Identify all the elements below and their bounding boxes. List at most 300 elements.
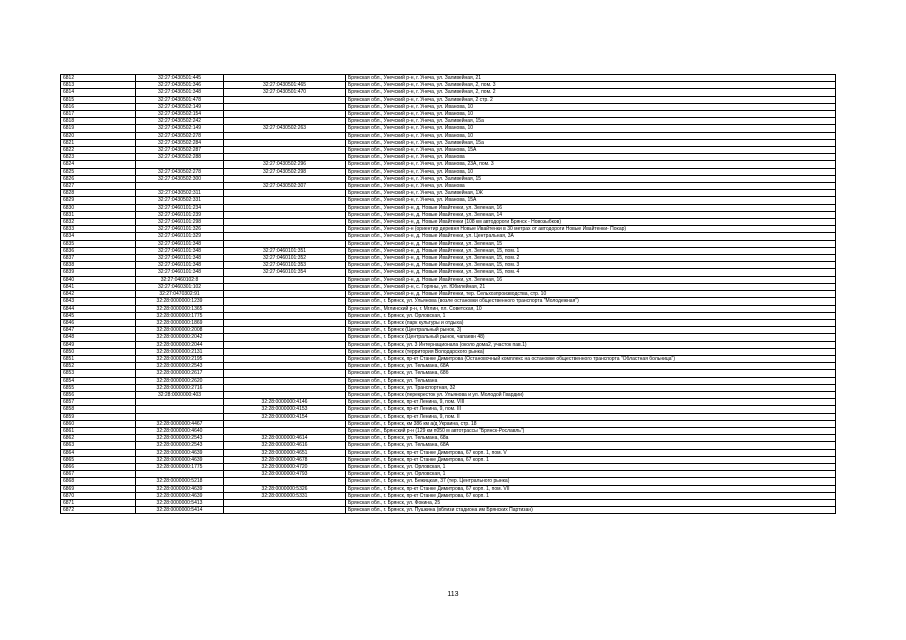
row-number: 6825 — [61, 168, 136, 175]
row-number: 6829 — [61, 197, 136, 204]
row-number: 6852 — [61, 363, 136, 370]
row-number: 6812 — [61, 75, 136, 82]
table-row — [61, 219, 836, 226]
table-row — [61, 276, 836, 283]
table-row — [61, 269, 836, 276]
sub-cadastral-number: 32:27:0430501:470 — [224, 89, 346, 96]
cadastral-number: 32:27:0460101:348 — [136, 247, 224, 254]
sub-cadastral-number: 32:27:0430502:296 — [224, 161, 346, 168]
cadastral-number: 32:28:0000000:2008 — [136, 327, 224, 334]
table-row — [61, 391, 836, 398]
address: Брянская обл., Брянский р-н (129 км п050 м автотрассы "Брянск-Рославль") — [346, 427, 836, 434]
row-number: 6858 — [61, 406, 136, 413]
sub-cadastral-number — [224, 233, 346, 240]
cadastral-number: 32:27:0430502:154 — [136, 111, 224, 118]
cadastral-number: 32:27:0460101:348 — [136, 240, 224, 247]
table-row — [61, 507, 836, 514]
row-number: 6856 — [61, 391, 136, 398]
table-row — [61, 348, 836, 355]
cadastral-number: 32:27:0430502:287 — [136, 147, 224, 154]
address: Брянская обл., Унечский р-н, г. Унеча, ул. Иванова, 10 — [346, 168, 836, 175]
address: Брянская обл., Унечский р-н, с. Горяны, ул. Юбилейная, 21 — [346, 283, 836, 290]
sub-cadastral-number: 32:28:0000000:4616 — [224, 442, 346, 449]
address: Брянская обл., г. Брянск, ул. Орловская, 1 — [346, 471, 836, 478]
table-row — [61, 190, 836, 197]
address: Брянская обл., г. Брянск, ул. Орловская, 1 — [346, 312, 836, 319]
table-row — [61, 89, 836, 96]
table-row — [61, 204, 836, 211]
table-row — [61, 355, 836, 362]
row-number: 6832 — [61, 219, 136, 226]
row-number: 6842 — [61, 291, 136, 298]
cadastral-number: 32:28:0000000:1239 — [136, 298, 224, 305]
cadastral-number: 32:28:0000000:2044 — [136, 341, 224, 348]
sub-cadastral-number: 32:28:0000000:4614 — [224, 435, 346, 442]
cadastral-number: 32:27:0430501:445 — [136, 75, 224, 82]
row-number: 6846 — [61, 319, 136, 326]
sub-cadastral-number: 32:27:0430502:298 — [224, 168, 346, 175]
row-number: 6871 — [61, 499, 136, 506]
row-number: 6828 — [61, 190, 136, 197]
cadastral-number: 32:27:0430502:288 — [136, 154, 224, 161]
sub-cadastral-number — [224, 312, 346, 319]
address: Брянская обл., г. Брянск, ул. Орловская, 1 — [346, 463, 836, 470]
cadastral-number: 32:27:0430501:478 — [136, 96, 224, 103]
table-row — [61, 139, 836, 146]
cadastral-number — [136, 183, 224, 190]
address: Брянская обл., г. Брянск, пр-кт Ленина, 9, пом. VIII — [346, 399, 836, 406]
row-number: 6821 — [61, 139, 136, 146]
sub-cadastral-number — [224, 319, 346, 326]
address: Брянская обл., г. Брянск (Центральный рынок, чапаевн 48) — [346, 334, 836, 341]
row-number: 6826 — [61, 175, 136, 182]
table-row — [61, 132, 836, 139]
cadastral-number: 32:28:0000000:1365 — [136, 305, 224, 312]
sub-cadastral-number — [224, 341, 346, 348]
sub-cadastral-number — [224, 154, 346, 161]
cadastral-number: 32:28:0000000:5413 — [136, 499, 224, 506]
row-number: 6838 — [61, 262, 136, 269]
row-number: 6836 — [61, 247, 136, 254]
address: Брянская обл., г. Брянск (территория Володарского рынка) — [346, 348, 836, 355]
sub-cadastral-number — [224, 499, 346, 506]
address: Брянская обл., Унечский р-н, г. Унеча, ул. Иванова, 10 — [346, 111, 836, 118]
sub-cadastral-number — [224, 348, 346, 355]
sub-cadastral-number — [224, 96, 346, 103]
address: Брянская обл., Унечский р-н (ориентир деревня Новые Ивайтенки в 30 метрах от автодороги Новые Ивайтенки- Покар) — [346, 226, 836, 233]
address: Брянская обл., г. Брянск, ул. Тельмана, 68А — [346, 363, 836, 370]
table-row — [61, 427, 836, 434]
row-number: 6840 — [61, 276, 136, 283]
row-number: 6837 — [61, 255, 136, 262]
cadastral-number: 32:28:0000000:5218 — [136, 478, 224, 485]
address: Брянская обл., Мглинский р-н, г. Мглин, пл. Советская, 10 — [346, 305, 836, 312]
sub-cadastral-number — [224, 298, 346, 305]
row-number: 6850 — [61, 348, 136, 355]
sub-cadastral-number: 32:28:0000000:4153 — [224, 406, 346, 413]
sub-cadastral-number — [224, 427, 346, 434]
address: Брянская обл., г. Брянск, пр-кт Станке Димитрова (Остановочный комплекс на остановке общественного транспорта "Областная больница") — [346, 355, 836, 362]
sub-cadastral-number — [224, 219, 346, 226]
row-number: 6844 — [61, 305, 136, 312]
sub-cadastral-number: 32:28:0000000:5326 — [224, 485, 346, 492]
row-number: 6857 — [61, 399, 136, 406]
address: Брянская обл., Унечский р-н, г. Унеча, ул. Заливейная, 2, пом. 3 — [346, 82, 836, 89]
cadastral-number: 32:27:0460101:234 — [136, 204, 224, 211]
page-number: 113 — [447, 591, 459, 598]
sub-cadastral-number: 32:27:0430502:307 — [224, 183, 346, 190]
table-row — [61, 377, 836, 384]
address: Брянская обл., Унечский р-н, г. Унеча, ул. Иванова — [346, 183, 836, 190]
cadastral-number: 32:28:0000000:2195 — [136, 355, 224, 362]
address: Брянская обл., г. Брянск, ул. Тельмана — [346, 377, 836, 384]
sub-cadastral-number: 32:28:0000000:4720 — [224, 463, 346, 470]
row-number: 6845 — [61, 312, 136, 319]
cadastral-number: 32:28:0000000:2617 — [136, 370, 224, 377]
table-row — [61, 161, 836, 168]
table-row — [61, 406, 836, 413]
row-number: 6833 — [61, 226, 136, 233]
row-number: 6817 — [61, 111, 136, 118]
sub-cadastral-number — [224, 291, 346, 298]
row-number: 6815 — [61, 96, 136, 103]
sub-cadastral-number — [224, 420, 346, 427]
cadastral-number: 32:27:0460102:8 — [136, 276, 224, 283]
cadastral-number: 32:28:0000000:2042 — [136, 334, 224, 341]
address: Брянская обл., г. Брянск, пр-кт Ленина, 9, пом. III — [346, 406, 836, 413]
cadastral-number — [136, 399, 224, 406]
cadastral-number: 32:27:0430501:346 — [136, 82, 224, 89]
address: Брянская обл., г. Брянск, ул. Тельмана, 68б — [346, 370, 836, 377]
cadastral-number: 32:27:0430502:149 — [136, 125, 224, 132]
row-number: 6862 — [61, 435, 136, 442]
table-row — [61, 413, 836, 420]
table-row — [61, 341, 836, 348]
row-number: 6831 — [61, 211, 136, 218]
cadastral-number: 32:27:0460101:329 — [136, 233, 224, 240]
row-number: 6847 — [61, 327, 136, 334]
address: Брянская обл., г. Брянск (парк культуры и отдыха) — [346, 319, 836, 326]
row-number: 6860 — [61, 420, 136, 427]
table-row — [61, 283, 836, 290]
table-row — [61, 175, 836, 182]
row-number: 6819 — [61, 125, 136, 132]
sub-cadastral-number — [224, 276, 346, 283]
address: Брянская обл., г. Брянск, ул. 3 Интернационала (около дома2, участок пав.1) — [346, 341, 836, 348]
row-number: 6872 — [61, 507, 136, 514]
cadastral-number — [136, 413, 224, 420]
table-row — [61, 456, 836, 463]
address: Брянская обл., Унечский р-н, д. Новые Ивайтенки, ул. Зеленая, 15, пом. 4 — [346, 269, 836, 276]
cadastral-number — [136, 406, 224, 413]
address: Брянская обл., г. Брянск, ул. Тельмана, 68А — [346, 442, 836, 449]
address: Брянская обл., г. Брянск, ул. Тельмана, 68а — [346, 435, 836, 442]
table-row — [61, 197, 836, 204]
sub-cadastral-number — [224, 139, 346, 146]
address: Брянская обл., Унечский р-н, г. Унеча, ул. Заливейная, 15а — [346, 118, 836, 125]
table-row — [61, 478, 836, 485]
sub-cadastral-number — [224, 111, 346, 118]
address: Брянская обл., Унечский р-н, д. Новые Ивайтенки, ул. Зеленая, 15 — [346, 240, 836, 247]
table-row — [61, 262, 836, 269]
address: Брянская обл., г. Брянск, пр-кт Станке Димитрова, 67 корп. 1, пом. V — [346, 449, 836, 456]
cadastral-number: 32:27:0430502:331 — [136, 197, 224, 204]
cadastral-number: 32:27:0460101:298 — [136, 219, 224, 226]
row-number: 6866 — [61, 463, 136, 470]
row-number: 6835 — [61, 240, 136, 247]
table-row — [61, 247, 836, 254]
table-row — [61, 442, 836, 449]
cadastral-number: 32:27:0470302:91 — [136, 291, 224, 298]
row-number: 6830 — [61, 204, 136, 211]
cadastral-number: 32:27:0460101:239 — [136, 211, 224, 218]
cadastral-number: 32:28:0000000:2620 — [136, 377, 224, 384]
sub-cadastral-number — [224, 478, 346, 485]
table-row — [61, 82, 836, 89]
table-row — [61, 492, 836, 499]
cadastral-number: 32:27:0430502:278 — [136, 132, 224, 139]
table-row — [61, 370, 836, 377]
row-number: 6848 — [61, 334, 136, 341]
sub-cadastral-number: 32:27:0460101:352 — [224, 255, 346, 262]
sub-cadastral-number — [224, 384, 346, 391]
cadastral-number: 32:28:0000000:2131 — [136, 348, 224, 355]
cadastral-number: 32:27:0430502:284 — [136, 139, 224, 146]
cadastral-number: 32:28:0000000:403 — [136, 391, 224, 398]
sub-cadastral-number — [224, 211, 346, 218]
sub-cadastral-number — [224, 305, 346, 312]
sub-cadastral-number — [224, 197, 346, 204]
sub-cadastral-number — [224, 391, 346, 398]
table-row — [61, 255, 836, 262]
address: Брянская обл., г. Брянск (перекресток ул. Ульянова и ул. Молодой Гвардии) — [346, 391, 836, 398]
sub-cadastral-number: 32:28:0000000:4678 — [224, 456, 346, 463]
row-number: 6868 — [61, 478, 136, 485]
sub-cadastral-number: 32:27:0460101:353 — [224, 262, 346, 269]
table-row — [61, 449, 836, 456]
table-body — [61, 75, 836, 514]
address: Брянская обл., Унечский р-н, г. Унеча, ул. Иванова, 10 — [346, 125, 836, 132]
row-number: 6839 — [61, 269, 136, 276]
row-number: 6818 — [61, 118, 136, 125]
address: Брянская обл., Унечский р-н, г. Унеча, ул. Заливейная, 2, пом. 2 — [346, 89, 836, 96]
address: Брянская обл., Унечский р-н, г. Унеча, ул. Заливейная, 2 стр. 2 — [346, 96, 836, 103]
row-number: 6827 — [61, 183, 136, 190]
table-row — [61, 499, 836, 506]
row-number: 6814 — [61, 89, 136, 96]
address: Брянская обл., Унечский р-н, г. Унеча, ул. Иванова, 15А — [346, 147, 836, 154]
row-number: 6864 — [61, 449, 136, 456]
row-number: 6823 — [61, 154, 136, 161]
address: Брянская обл., Унечский р-н, г. Унеча, ул. Заливейная, 21 — [346, 75, 836, 82]
address: Брянская обл., Унечский р-н, г. Унеча, ул. Иванова, 10 — [346, 132, 836, 139]
sub-cadastral-number — [224, 226, 346, 233]
registry-table — [60, 74, 836, 514]
sub-cadastral-number: 32:28:0000000:4154 — [224, 413, 346, 420]
cadastral-number: 32:27:0430502:278 — [136, 168, 224, 175]
table-row — [61, 211, 836, 218]
address: Брянская обл., Унечский р-н, д. Новые Ивайтенки, ул. Зеленая, 15, пом. 1 — [346, 247, 836, 254]
table-row — [61, 312, 836, 319]
row-number: 6843 — [61, 298, 136, 305]
table-row — [61, 111, 836, 118]
row-number: 6824 — [61, 161, 136, 168]
cadastral-number: 32:28:0000000:1775 — [136, 463, 224, 470]
sub-cadastral-number — [224, 283, 346, 290]
sub-cadastral-number — [224, 370, 346, 377]
table-row — [61, 75, 836, 82]
row-number: 6853 — [61, 370, 136, 377]
sub-cadastral-number: 32:28:0000000:5331 — [224, 492, 346, 499]
address: Брянская обл., г. Брянск, ул. Ульянова (возле остановки общественного транспорта "Молодежная") — [346, 298, 836, 305]
cadastral-number — [136, 471, 224, 478]
table-row — [61, 471, 836, 478]
sub-cadastral-number — [224, 190, 346, 197]
sub-cadastral-number: 32:27:0460101:351 — [224, 247, 346, 254]
address: Брянская обл., Унечский р-н, д. Новые Ивайтенки, ул. Центральная, 3А — [346, 233, 836, 240]
address: Брянская обл., Унечский р-н, г. Унеча, ул. Иванова — [346, 154, 836, 161]
cadastral-number: 32:28:0000000:2716 — [136, 384, 224, 391]
sub-cadastral-number: 32:28:0000000:4146 — [224, 399, 346, 406]
table-row — [61, 384, 836, 391]
table-row — [61, 147, 836, 154]
table-row — [61, 319, 836, 326]
address: Брянская обл., Унечский р-н, г. Унеча, ул. Заливейная, 15а — [346, 139, 836, 146]
cadastral-number: 32:27:0430502:149 — [136, 103, 224, 110]
cadastral-number: 32:27:0430502:300 — [136, 175, 224, 182]
row-number: 6867 — [61, 471, 136, 478]
row-number: 6869 — [61, 485, 136, 492]
address: Брянская обл., Унечский р-н, д. Новые Ивайтенки (108 км автодороги Брянск - Новозыбков) — [346, 219, 836, 226]
address: Брянская обл., Унечский р-н, д. Новые Ивайтенки, ул. Зеленая, 15, пом. 3 — [346, 262, 836, 269]
table-row — [61, 233, 836, 240]
cadastral-number: 32:28:0000000:1775 — [136, 312, 224, 319]
cadastral-number: 32:27:0460101:348 — [136, 269, 224, 276]
sub-cadastral-number — [224, 75, 346, 82]
sub-cadastral-number — [224, 377, 346, 384]
sub-cadastral-number — [224, 334, 346, 341]
table-row — [61, 226, 836, 233]
sub-cadastral-number — [224, 507, 346, 514]
row-number: 6841 — [61, 283, 136, 290]
table-row — [61, 118, 836, 125]
sub-cadastral-number — [224, 327, 346, 334]
sub-cadastral-number — [224, 363, 346, 370]
cadastral-number: 32:28:0000000:5414 — [136, 507, 224, 514]
cadastral-number: 32:28:0000000:2543 — [136, 363, 224, 370]
address: Брянская обл., Унечский р-н, г. Унеча, ул. Иванова, 10 — [346, 103, 836, 110]
address: Брянская обл., г. Брянск, пр-кт Станке Димитрова, 67 корп. 1, пом. VII — [346, 485, 836, 492]
row-number: 6870 — [61, 492, 136, 499]
address: Брянская обл., Унечский р-н, д. Новые Ивайтенки, ул. Зеленая, 16 — [346, 204, 836, 211]
row-number: 6816 — [61, 103, 136, 110]
sub-cadastral-number — [224, 118, 346, 125]
address: Брянская обл., Унечский р-н, д. Новые Ивайтенки, ул. Зеленая, 15, пом. 2 — [346, 255, 836, 262]
row-number: 6820 — [61, 132, 136, 139]
cadastral-number: 32:28:0000000:2543 — [136, 435, 224, 442]
cadastral-number: 32:28:0000000:4640 — [136, 427, 224, 434]
address: Брянская обл., Унечский р-н, д. Новые Ивайтенки, тер. Сельхозпроизводства, стр. 10 — [346, 291, 836, 298]
address: Брянская обл., г. Брянск, км 386 км а/д Украина, стр. 18 — [346, 420, 836, 427]
address: Брянская обл., г. Брянск, ул. Пушкина (вблизи стадиона им Брянских Партизан) — [346, 507, 836, 514]
table-row — [61, 305, 836, 312]
cadastral-number: 32:27:0430501:348 — [136, 89, 224, 96]
row-number: 6854 — [61, 377, 136, 384]
cadastral-number — [136, 161, 224, 168]
sub-cadastral-number: 32:27:0430501:465 — [224, 82, 346, 89]
table-row — [61, 363, 836, 370]
sub-cadastral-number: 32:28:0000000:4793 — [224, 471, 346, 478]
table-row — [61, 183, 836, 190]
table-row — [61, 298, 836, 305]
cadastral-number: 32:27:0460101:348 — [136, 255, 224, 262]
row-number: 6859 — [61, 413, 136, 420]
address: Брянская обл., Унечский р-н, г. Унеча, ул. Заливейная, 15 — [346, 175, 836, 182]
cadastral-number: 32:27:0430502:242 — [136, 118, 224, 125]
table-row — [61, 103, 836, 110]
cadastral-number: 32:28:0000000:4467 — [136, 420, 224, 427]
cadastral-number: 32:28:0000000:4639 — [136, 485, 224, 492]
sub-cadastral-number — [224, 204, 346, 211]
table-row — [61, 154, 836, 161]
sub-cadastral-number: 32:27:0430502:263 — [224, 125, 346, 132]
cadastral-number: 32:28:0000000:4639 — [136, 449, 224, 456]
address: Брянская обл., Унечский р-н, д. Новые Ивайтенки, ул. Зеленая, 16 — [346, 276, 836, 283]
address: Брянская обл., Унечский р-н, д. Новые Ивайтенки, ул. Зеленая, 14 — [346, 211, 836, 218]
sub-cadastral-number — [224, 103, 346, 110]
sub-cadastral-number — [224, 175, 346, 182]
cadastral-number: 32:28:0000000:2543 — [136, 442, 224, 449]
sub-cadastral-number — [224, 240, 346, 247]
table-row — [61, 125, 836, 132]
table-row — [61, 420, 836, 427]
sub-cadastral-number: 32:27:0460101:354 — [224, 269, 346, 276]
address: Брянская обл., Унечский р-н, г. Унеча, ул. Иванова, 23А, пом. 3 — [346, 161, 836, 168]
row-number: 6849 — [61, 341, 136, 348]
row-number: 6813 — [61, 82, 136, 89]
row-number: 6861 — [61, 427, 136, 434]
sub-cadastral-number — [224, 132, 346, 139]
table-row — [61, 96, 836, 103]
address: Брянская обл., Унечский р-н, г. Унеча, ул. Заливейная, 1Ж — [346, 190, 836, 197]
address: Брянская обл., г. Брянск, пр-кт Станке Димитрова, 67 корп. 1 — [346, 492, 836, 499]
address: Брянская обл., г. Брянск, пр-кт Станке Димитрова, 67 корп. 1 — [346, 456, 836, 463]
address: Брянская обл., Унечский р-н, г. Унеча, ул. Иванова, 15А — [346, 197, 836, 204]
address: Брянская обл., г. Брянск, ул. Фокина, 25 — [346, 499, 836, 506]
sub-cadastral-number: 32:28:0000000:4651 — [224, 449, 346, 456]
row-number: 6855 — [61, 384, 136, 391]
cadastral-number: 32:28:0000000:4639 — [136, 492, 224, 499]
table-row — [61, 240, 836, 247]
cadastral-number: 32:27:0460101:348 — [136, 262, 224, 269]
table-row — [61, 399, 836, 406]
address: Брянская обл., г. Брянск, пр-кт Ленина, 9, пом. II — [346, 413, 836, 420]
table-row — [61, 168, 836, 175]
row-number: 6863 — [61, 442, 136, 449]
cadastral-number: 32:27:0460101:326 — [136, 226, 224, 233]
table-row — [61, 485, 836, 492]
row-number: 6822 — [61, 147, 136, 154]
sub-cadastral-number — [224, 147, 346, 154]
address: Брянская обл., г. Брянск, ул. Бежицкая, 37 (тер. Центрального рынка) — [346, 478, 836, 485]
table-row — [61, 435, 836, 442]
table-row — [61, 327, 836, 334]
row-number: 6865 — [61, 456, 136, 463]
table-row — [61, 463, 836, 470]
address: Брянская обл., г. Брянск (Центральный рынок, 3) — [346, 327, 836, 334]
sub-cadastral-number — [224, 355, 346, 362]
cadastral-number: 32:27:0460301:102 — [136, 283, 224, 290]
